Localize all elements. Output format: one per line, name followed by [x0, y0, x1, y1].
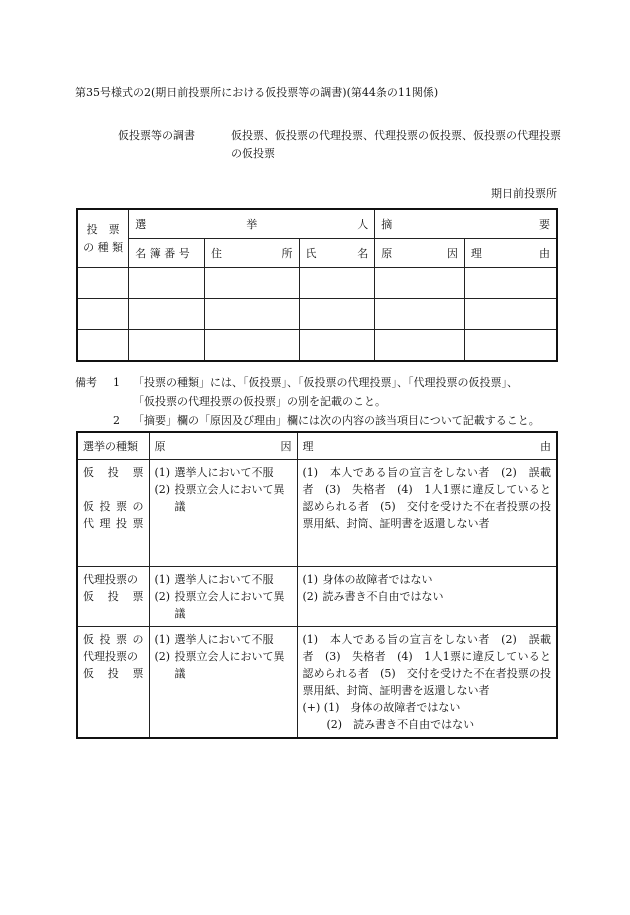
subtitle-items: 仮投票、仮投票の代理投票、代理投票の仮投票、仮投票の代理投票の仮投票: [231, 129, 561, 160]
cause-text: 選挙人において不服: [174, 633, 274, 646]
table-cell[interactable]: [77, 330, 129, 362]
table-cell[interactable]: [204, 330, 299, 362]
address-header: [204, 239, 299, 268]
kind-char: 投: [99, 633, 111, 646]
kind-char: 票: [132, 517, 144, 530]
reason-header: [297, 432, 557, 460]
reason-char: 理: [302, 439, 314, 453]
kind-char: 投: [107, 590, 119, 603]
kind-char: 票: [132, 590, 144, 603]
kind-char: 仮: [83, 590, 94, 603]
reason-text: (1) 本人である旨の宣言をしない者 (2) 誤載者 (3) 失格者 (4) 1人1票に違反していると認められる者 (5) 交付を受けた不在者投票の投票用紙、封筒、証明書を返還しない者: [302, 466, 551, 530]
table-cell[interactable]: [204, 268, 299, 299]
name-char: 氏: [305, 247, 317, 260]
kind-char: 仮: [83, 466, 94, 479]
elector-header-char: 挙: [246, 218, 258, 231]
kind-char: 仮: [83, 500, 94, 513]
election-kind-header: 選挙の種類: [77, 432, 149, 460]
reason-plus-line: (+) (1) 身体の故障者ではない: [302, 701, 461, 714]
table-cell[interactable]: [204, 299, 299, 330]
table-cell[interactable]: [129, 268, 205, 299]
form-title: 第35号様式の2(期日前投票所における仮投票等の調書)(第44条の11関係): [75, 86, 439, 99]
cause-cell: [149, 460, 297, 567]
kind-char: 票: [116, 500, 127, 513]
election-kind-cell: [77, 627, 149, 739]
reason-text: 読み書き不自由ではない: [322, 590, 444, 603]
kind-char: 票: [132, 466, 144, 479]
table-row: [77, 268, 557, 299]
kind-line: 代理投票の: [83, 650, 138, 663]
table-cell[interactable]: [77, 268, 129, 299]
table-row: [77, 567, 557, 627]
address-char: 住: [210, 247, 222, 260]
reason-header: [464, 239, 557, 268]
record-table: [76, 208, 558, 362]
reason-table: [76, 431, 558, 739]
kind-char: 投: [107, 667, 119, 680]
notes-label: 備考: [75, 376, 97, 389]
reason-char: 由: [539, 247, 550, 260]
table-cell[interactable]: [299, 299, 375, 330]
note-number: 2: [113, 414, 120, 427]
table-cell[interactable]: [129, 330, 205, 362]
kind-char: の: [132, 500, 144, 513]
table-cell[interactable]: [464, 330, 557, 362]
cause-number: (1): [154, 573, 171, 586]
elector-header: [129, 209, 375, 239]
kind-char: 投: [99, 500, 111, 513]
table-row: [77, 299, 557, 330]
table-cell[interactable]: [464, 268, 557, 299]
elector-header-char: 人: [357, 218, 369, 231]
kind-char: 仮: [83, 633, 94, 646]
note-text: 「投票の種類」には、「仮投票」、「仮投票の代理投票」、「代理投票の仮投票」、: [133, 376, 518, 389]
address-char: 所: [281, 247, 293, 260]
kind-line: 代理投票の: [83, 573, 138, 586]
table-row: [77, 330, 557, 362]
cause-text: 選挙人において不服: [174, 573, 274, 586]
cause-char: 因: [280, 439, 292, 453]
summary-header-char: 要: [539, 218, 550, 231]
kind-char: 代: [83, 517, 94, 530]
cause-number: (1): [154, 466, 171, 479]
reason-cell: [297, 567, 557, 627]
table-row: [77, 627, 557, 739]
note-text: 「摘要」欄の「原因及び理由」欄には次の内容の該当項目について記載すること。: [133, 414, 540, 427]
subtitle: 仮投票等の調書: [118, 129, 195, 142]
summary-header: [375, 209, 557, 239]
table-cell[interactable]: [464, 299, 557, 330]
vote-kind-header: [77, 209, 129, 268]
table-cell[interactable]: [129, 299, 205, 330]
kind-char: 投: [116, 517, 127, 530]
cause-text: 選挙人において不服: [174, 466, 274, 479]
note-number: 1: [113, 376, 120, 389]
cause-cell: [149, 567, 297, 627]
note-text: 「仮投票の代理投票の仮投票」の別を記載のこと。: [133, 395, 386, 408]
reason-text: (1) 本人である旨の宣言をしない者 (2) 誤載者 (3) 失格者 (4) 1人1票に違反していると認められる者 (5) 交付を受けた不在者投票の投票用紙、封筒、証明書を返還しない者: [302, 633, 551, 697]
cause-text: 投票立会人において異議: [174, 650, 285, 680]
cause-number: (1): [154, 633, 171, 646]
registry-number-header: [129, 239, 205, 268]
name-header: [299, 239, 375, 268]
election-kind-cell: [77, 567, 149, 627]
table-row: [77, 460, 557, 567]
kind-char: の: [132, 633, 144, 646]
reason-cell: [297, 627, 557, 739]
reason-number: (1): [302, 573, 319, 586]
vote-kind-header-line1: 投 票: [86, 222, 120, 236]
reason-char: 理: [470, 247, 482, 260]
table-cell[interactable]: [375, 299, 465, 330]
cause-text: 投票立会人において異議: [174, 590, 285, 620]
election-kind-cell: [77, 460, 149, 567]
office-label: 期日前投票所: [491, 187, 557, 200]
kind-char: 仮: [83, 667, 94, 680]
reason-number: (2): [302, 590, 319, 603]
summary-header-char: 摘: [381, 218, 393, 231]
kind-char: 票: [116, 633, 127, 646]
cause-char: 原: [381, 247, 393, 260]
reason-cell: [297, 460, 557, 567]
table-cell[interactable]: [299, 330, 375, 362]
cause-text: 投票立会人において異議: [174, 483, 285, 513]
cause-number: (2): [154, 650, 171, 663]
reason-char: 由: [540, 439, 551, 453]
name-char: 名: [357, 247, 369, 260]
cause-number: (2): [154, 590, 171, 603]
cause-number: (2): [154, 483, 171, 496]
vote-kind-header-line2: の 種 類: [83, 240, 124, 254]
table-cell[interactable]: [375, 330, 465, 362]
elector-header-char: 選: [135, 218, 147, 231]
cause-cell: [149, 627, 297, 739]
table-cell[interactable]: [299, 268, 375, 299]
table-cell[interactable]: [375, 268, 465, 299]
table-cell[interactable]: [77, 299, 129, 330]
registry-number-label: 名 簿 番 号: [135, 247, 190, 260]
kind-char: 票: [132, 667, 144, 680]
cause-char: 原: [154, 439, 166, 453]
reason-text: 身体の故障者ではない: [322, 573, 433, 586]
kind-char: 投: [107, 466, 119, 479]
kind-char: 理: [99, 517, 111, 530]
cause-header: [149, 432, 297, 460]
notes: [75, 373, 540, 430]
cause-char: 因: [446, 247, 458, 260]
reason-plus-line: (2) 読み書き不自由ではない: [326, 718, 475, 731]
cause-header: [375, 239, 465, 268]
